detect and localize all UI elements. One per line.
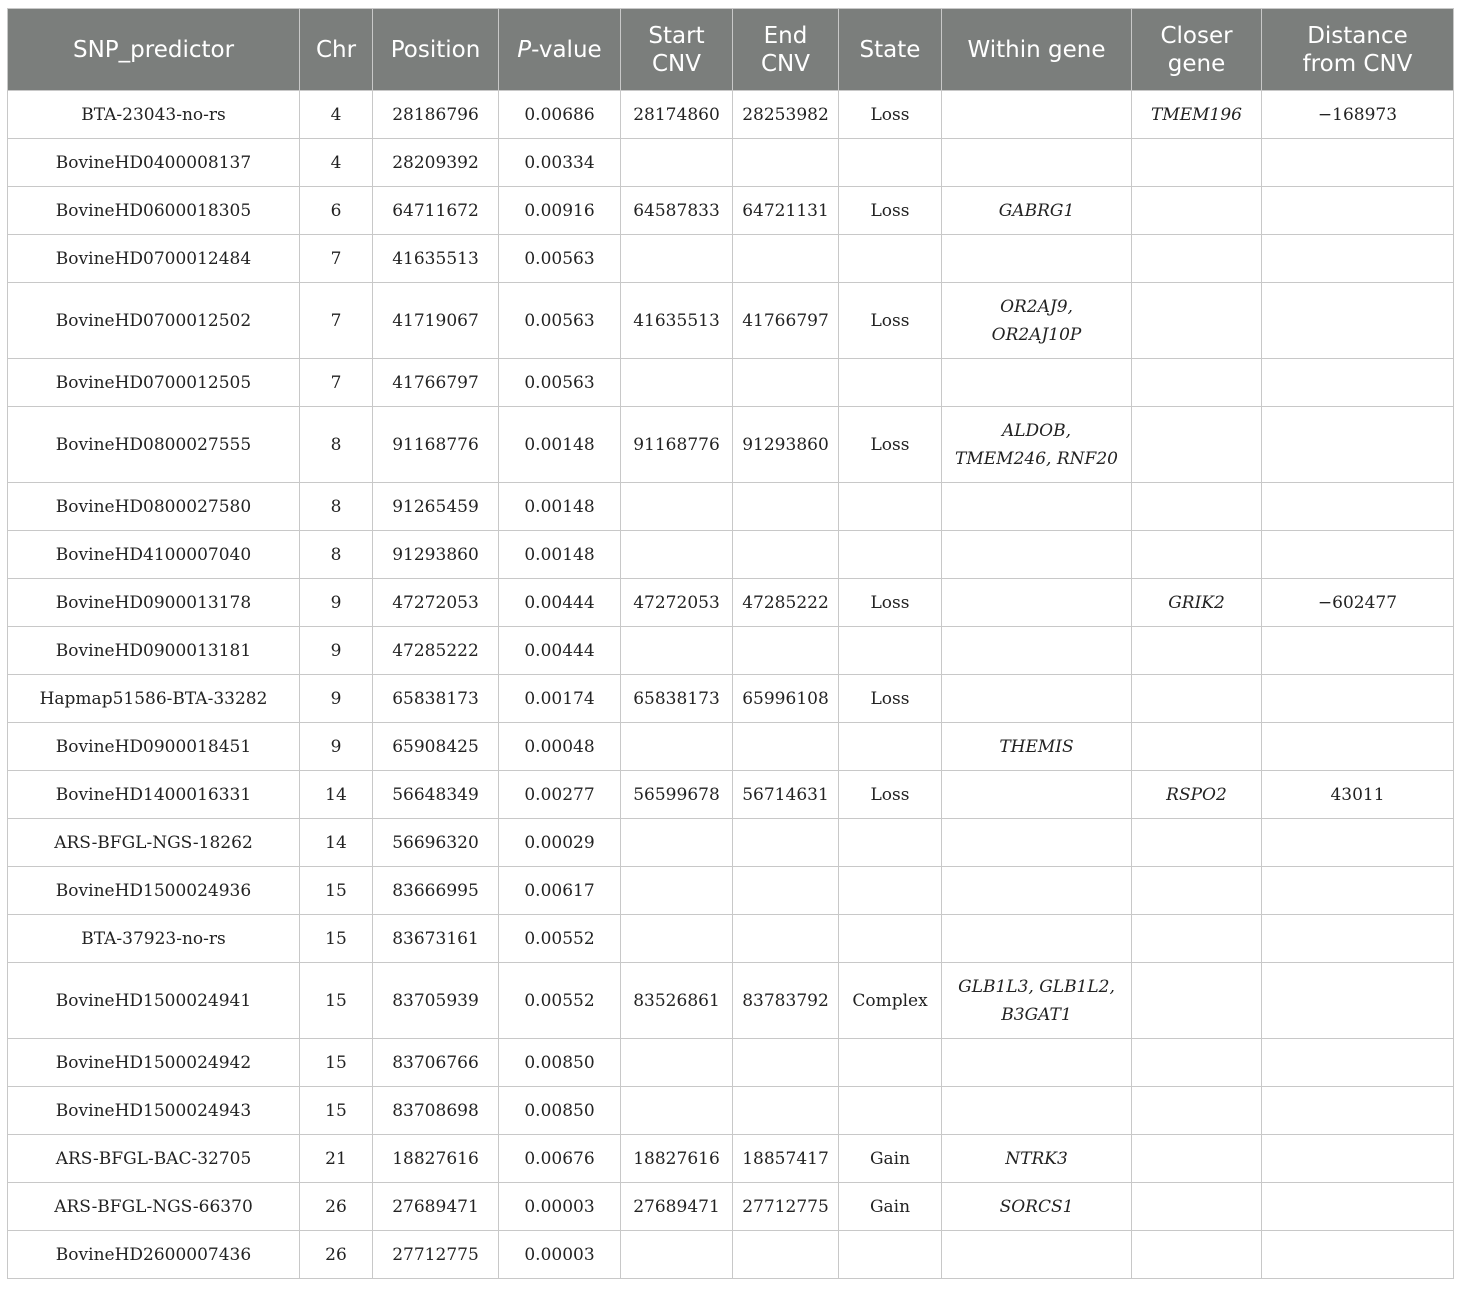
p-value-cell: 0.00552 xyxy=(499,963,621,1039)
chr-cell: 26 xyxy=(300,1183,373,1231)
within-gene-line: NTRK3 xyxy=(1005,1148,1068,1169)
chr-cell: 4 xyxy=(300,91,373,139)
within-gene-cell xyxy=(942,1231,1132,1279)
p-value-cell: 0.00048 xyxy=(499,723,621,771)
distance-cell xyxy=(1262,723,1454,771)
within-gene-line: OR2AJ10P xyxy=(991,324,1082,345)
start-cnv-cell xyxy=(621,723,733,771)
within-gene-cell xyxy=(942,1183,1132,1231)
header-start-cnv: Start CNV xyxy=(621,9,733,91)
start-cnv-cell: 65838173 xyxy=(621,675,733,723)
closer-gene-cell xyxy=(1132,359,1262,407)
p-value-cell: 0.00444 xyxy=(499,579,621,627)
start-cnv-cell xyxy=(621,483,733,531)
end-cnv-cell: 41766797 xyxy=(733,283,839,359)
distance-cell xyxy=(1262,235,1454,283)
snp-cell: BovineHD0700012505 xyxy=(8,359,300,407)
p-value-cell: 0.00148 xyxy=(499,407,621,483)
snp-cell: BovineHD1500024936 xyxy=(8,867,300,915)
position-cell: 41766797 xyxy=(373,359,499,407)
header-p-value xyxy=(499,9,621,91)
distance-cell xyxy=(1262,483,1454,531)
table-row xyxy=(8,359,1454,407)
closer-gene-cell xyxy=(1132,963,1262,1039)
position-cell: 27689471 xyxy=(373,1183,499,1231)
state-cell xyxy=(839,359,942,407)
within-gene-cell xyxy=(942,235,1132,283)
snp-cell: BovineHD0900018451 xyxy=(8,723,300,771)
snp-cell: BovineHD2600007436 xyxy=(8,1231,300,1279)
header-end-cnv: End CNV xyxy=(733,9,839,91)
end-cnv-cell: 28253982 xyxy=(733,91,839,139)
header-p-italic: P xyxy=(517,36,532,63)
table-row xyxy=(8,1231,1454,1279)
closer-gene-cell: TMEM196 xyxy=(1132,91,1262,139)
table-row xyxy=(8,1135,1454,1183)
state-cell xyxy=(839,235,942,283)
p-value-cell: 0.00563 xyxy=(499,283,621,359)
position-cell: 83673161 xyxy=(373,915,499,963)
within-gene-cell xyxy=(942,819,1132,867)
end-cnv-cell xyxy=(733,723,839,771)
closer-gene-cell xyxy=(1132,627,1262,675)
end-cnv-cell xyxy=(733,867,839,915)
p-value-cell: 0.00563 xyxy=(499,235,621,283)
state-cell xyxy=(839,1231,942,1279)
closer-gene-cell xyxy=(1132,1183,1262,1231)
table-row xyxy=(8,531,1454,579)
start-cnv-cell xyxy=(621,915,733,963)
position-cell: 91265459 xyxy=(373,483,499,531)
end-cnv-cell: 83783792 xyxy=(733,963,839,1039)
end-cnv-cell xyxy=(733,1039,839,1087)
p-value-cell: 0.00676 xyxy=(499,1135,621,1183)
end-cnv-cell xyxy=(733,139,839,187)
end-cnv-cell: 47285222 xyxy=(733,579,839,627)
snp-cell: BovineHD1500024942 xyxy=(8,1039,300,1087)
closer-gene-cell xyxy=(1132,915,1262,963)
distance-cell xyxy=(1262,675,1454,723)
start-cnv-cell: 27689471 xyxy=(621,1183,733,1231)
start-cnv-cell: 83526861 xyxy=(621,963,733,1039)
within-gene-cell xyxy=(942,915,1132,963)
snp-cell: BovineHD0800027555 xyxy=(8,407,300,483)
snp-cell: BovineHD0700012484 xyxy=(8,235,300,283)
table-row xyxy=(8,675,1454,723)
chr-cell: 15 xyxy=(300,915,373,963)
distance-cell xyxy=(1262,283,1454,359)
table-body xyxy=(8,91,1454,1279)
state-cell xyxy=(839,1039,942,1087)
header-position: Position xyxy=(373,9,499,91)
position-cell: 83708698 xyxy=(373,1087,499,1135)
within-gene-line: B3GAT1 xyxy=(1001,1004,1072,1025)
start-cnv-cell xyxy=(621,627,733,675)
distance-cell xyxy=(1262,867,1454,915)
table-row xyxy=(8,915,1454,963)
end-cnv-cell xyxy=(733,1087,839,1135)
position-cell: 41635513 xyxy=(373,235,499,283)
within-gene-cell xyxy=(942,407,1132,483)
table-row xyxy=(8,91,1454,139)
within-gene-line: TMEM246, RNF20 xyxy=(955,448,1118,469)
snp-cell: ARS-BFGL-BAC-32705 xyxy=(8,1135,300,1183)
header-chr: Chr xyxy=(300,9,373,91)
p-value-cell: 0.00916 xyxy=(499,187,621,235)
within-gene-cell xyxy=(942,283,1132,359)
state-cell: Loss xyxy=(839,283,942,359)
start-cnv-cell xyxy=(621,139,733,187)
state-cell xyxy=(839,483,942,531)
distance-cell: 43011 xyxy=(1262,771,1454,819)
within-gene-cell xyxy=(942,91,1132,139)
distance-cell xyxy=(1262,1231,1454,1279)
end-cnv-cell xyxy=(733,915,839,963)
closer-gene-cell xyxy=(1132,867,1262,915)
closer-gene-cell xyxy=(1132,675,1262,723)
start-cnv-cell xyxy=(621,359,733,407)
within-gene-cell xyxy=(942,187,1132,235)
snp-cell: BovineHD0900013181 xyxy=(8,627,300,675)
chr-cell: 9 xyxy=(300,627,373,675)
end-cnv-cell: 56714631 xyxy=(733,771,839,819)
p-value-cell: 0.00850 xyxy=(499,1087,621,1135)
distance-cell xyxy=(1262,531,1454,579)
p-value-cell: 0.00003 xyxy=(499,1183,621,1231)
end-cnv-cell xyxy=(733,235,839,283)
within-gene-line: OR2AJ9, xyxy=(1000,296,1073,317)
p-value-cell: 0.00552 xyxy=(499,915,621,963)
position-cell: 56696320 xyxy=(373,819,499,867)
start-cnv-cell: 18827616 xyxy=(621,1135,733,1183)
closer-gene-cell xyxy=(1132,819,1262,867)
p-value-cell: 0.00029 xyxy=(499,819,621,867)
chr-cell: 9 xyxy=(300,723,373,771)
chr-cell: 21 xyxy=(300,1135,373,1183)
distance-cell xyxy=(1262,963,1454,1039)
within-gene-cell xyxy=(942,1135,1132,1183)
position-cell: 65908425 xyxy=(373,723,499,771)
distance-cell xyxy=(1262,1039,1454,1087)
position-cell: 64711672 xyxy=(373,187,499,235)
within-gene-cell xyxy=(942,579,1132,627)
position-cell: 56648349 xyxy=(373,771,499,819)
table-row xyxy=(8,579,1454,627)
within-gene-line: ALDOB, xyxy=(1001,420,1072,441)
position-cell: 18827616 xyxy=(373,1135,499,1183)
chr-cell: 7 xyxy=(300,235,373,283)
closer-gene-cell xyxy=(1132,723,1262,771)
position-cell: 91168776 xyxy=(373,407,499,483)
p-value-cell: 0.00148 xyxy=(499,531,621,579)
p-value-cell: 0.00148 xyxy=(499,483,621,531)
start-cnv-cell: 28174860 xyxy=(621,91,733,139)
closer-gene-cell xyxy=(1132,1135,1262,1183)
state-cell: Loss xyxy=(839,91,942,139)
distance-cell xyxy=(1262,1135,1454,1183)
p-value-cell: 0.00686 xyxy=(499,91,621,139)
chr-cell: 9 xyxy=(300,579,373,627)
position-cell: 91293860 xyxy=(373,531,499,579)
end-cnv-cell: 27712775 xyxy=(733,1183,839,1231)
end-cnv-cell: 65996108 xyxy=(733,675,839,723)
table-row xyxy=(8,723,1454,771)
closer-gene-cell xyxy=(1132,1087,1262,1135)
end-cnv-cell xyxy=(733,1231,839,1279)
within-gene-cell xyxy=(942,963,1132,1039)
p-value-cell: 0.00174 xyxy=(499,675,621,723)
chr-cell: 14 xyxy=(300,819,373,867)
state-cell: Loss xyxy=(839,579,942,627)
snp-cell: BovineHD0600018305 xyxy=(8,187,300,235)
start-cnv-cell xyxy=(621,867,733,915)
start-cnv-cell: 47272053 xyxy=(621,579,733,627)
snp-cell: BovineHD4100007040 xyxy=(8,531,300,579)
start-cnv-cell xyxy=(621,819,733,867)
distance-cell xyxy=(1262,139,1454,187)
header-snp-predictor: SNP_predictor xyxy=(8,9,300,91)
distance-cell xyxy=(1262,1183,1454,1231)
header-p-rest: -value xyxy=(531,36,602,63)
within-gene-cell xyxy=(942,483,1132,531)
within-gene-cell xyxy=(942,771,1132,819)
distance-cell: −168973 xyxy=(1262,91,1454,139)
header-row xyxy=(8,9,1454,91)
start-cnv-cell xyxy=(621,1231,733,1279)
snp-cell: BovineHD0900013178 xyxy=(8,579,300,627)
chr-cell: 4 xyxy=(300,139,373,187)
state-cell: Complex xyxy=(839,963,942,1039)
closer-gene-cell xyxy=(1132,139,1262,187)
snp-cnv-table xyxy=(7,8,1454,1279)
snp-cell: BovineHD1500024943 xyxy=(8,1087,300,1135)
snp-cell: Hapmap51586-BTA-33282 xyxy=(8,675,300,723)
within-gene-cell xyxy=(942,531,1132,579)
p-value-cell: 0.00003 xyxy=(499,1231,621,1279)
snp-cell: ARS-BFGL-NGS-66370 xyxy=(8,1183,300,1231)
table-row xyxy=(8,963,1454,1039)
distance-cell xyxy=(1262,187,1454,235)
chr-cell: 26 xyxy=(300,1231,373,1279)
state-cell: Gain xyxy=(839,1135,942,1183)
position-cell: 83666995 xyxy=(373,867,499,915)
end-cnv-cell xyxy=(733,483,839,531)
snp-cell: BovineHD1400016331 xyxy=(8,771,300,819)
distance-cell: −602477 xyxy=(1262,579,1454,627)
within-gene-line: GABRG1 xyxy=(998,200,1075,221)
within-gene-line: SORCS1 xyxy=(999,1196,1074,1217)
end-cnv-cell xyxy=(733,531,839,579)
closer-gene-cell xyxy=(1132,1039,1262,1087)
distance-cell xyxy=(1262,819,1454,867)
position-cell: 47272053 xyxy=(373,579,499,627)
start-cnv-cell xyxy=(621,531,733,579)
snp-cell: BTA-37923-no-rs xyxy=(8,915,300,963)
closer-gene-cell xyxy=(1132,407,1262,483)
table-row xyxy=(8,1183,1454,1231)
table-row xyxy=(8,407,1454,483)
position-cell: 28209392 xyxy=(373,139,499,187)
state-cell xyxy=(839,723,942,771)
position-cell: 65838173 xyxy=(373,675,499,723)
distance-cell xyxy=(1262,627,1454,675)
position-cell: 47285222 xyxy=(373,627,499,675)
within-gene-line: THEMIS xyxy=(999,736,1074,757)
p-value-cell: 0.00277 xyxy=(499,771,621,819)
within-gene-cell xyxy=(942,627,1132,675)
closer-gene-cell xyxy=(1132,187,1262,235)
state-cell: Loss xyxy=(839,187,942,235)
within-gene-line: GLB1L3, GLB1L2, xyxy=(958,976,1115,997)
state-cell xyxy=(839,819,942,867)
table-row xyxy=(8,819,1454,867)
within-gene-cell xyxy=(942,675,1132,723)
table-row xyxy=(8,235,1454,283)
closer-gene-cell xyxy=(1132,283,1262,359)
chr-cell: 14 xyxy=(300,771,373,819)
chr-cell: 15 xyxy=(300,1039,373,1087)
position-cell: 83706766 xyxy=(373,1039,499,1087)
start-cnv-cell xyxy=(621,1039,733,1087)
start-cnv-cell: 64587833 xyxy=(621,187,733,235)
p-value-cell: 0.00563 xyxy=(499,359,621,407)
table-row xyxy=(8,187,1454,235)
within-gene-cell xyxy=(942,139,1132,187)
start-cnv-cell: 41635513 xyxy=(621,283,733,359)
chr-cell: 15 xyxy=(300,1087,373,1135)
position-cell: 28186796 xyxy=(373,91,499,139)
state-cell xyxy=(839,867,942,915)
chr-cell: 15 xyxy=(300,963,373,1039)
end-cnv-cell: 91293860 xyxy=(733,407,839,483)
start-cnv-cell: 91168776 xyxy=(621,407,733,483)
closer-gene-cell: RSPO2 xyxy=(1132,771,1262,819)
chr-cell: 8 xyxy=(300,531,373,579)
p-value-cell: 0.00334 xyxy=(499,139,621,187)
p-value-cell: 0.00444 xyxy=(499,627,621,675)
end-cnv-cell: 64721131 xyxy=(733,187,839,235)
snp-cell: BovineHD0700012502 xyxy=(8,283,300,359)
end-cnv-cell: 18857417 xyxy=(733,1135,839,1183)
position-cell: 27712775 xyxy=(373,1231,499,1279)
closer-gene-cell xyxy=(1132,531,1262,579)
table-row xyxy=(8,771,1454,819)
state-cell xyxy=(839,915,942,963)
state-cell: Loss xyxy=(839,771,942,819)
end-cnv-cell xyxy=(733,359,839,407)
table-row xyxy=(8,139,1454,187)
closer-gene-cell: GRIK2 xyxy=(1132,579,1262,627)
closer-gene-cell xyxy=(1132,1231,1262,1279)
p-value-cell: 0.00617 xyxy=(499,867,621,915)
snp-cell: BovineHD0800027580 xyxy=(8,483,300,531)
state-cell: Gain xyxy=(839,1183,942,1231)
closer-gene-cell xyxy=(1132,483,1262,531)
closer-gene-cell xyxy=(1132,235,1262,283)
chr-cell: 8 xyxy=(300,483,373,531)
header-closer-gene: Closer gene xyxy=(1132,9,1262,91)
state-cell xyxy=(839,139,942,187)
end-cnv-cell xyxy=(733,819,839,867)
chr-cell: 7 xyxy=(300,283,373,359)
within-gene-cell xyxy=(942,359,1132,407)
header-state: State xyxy=(839,9,942,91)
table-row xyxy=(8,283,1454,359)
distance-cell xyxy=(1262,407,1454,483)
chr-cell: 6 xyxy=(300,187,373,235)
p-value-cell: 0.00850 xyxy=(499,1039,621,1087)
position-cell: 41719067 xyxy=(373,283,499,359)
header-distance-from-cnv: Distance from CNV xyxy=(1262,9,1454,91)
state-cell xyxy=(839,1087,942,1135)
state-cell xyxy=(839,627,942,675)
snp-cell: BTA-23043-no-rs xyxy=(8,91,300,139)
chr-cell: 9 xyxy=(300,675,373,723)
distance-cell xyxy=(1262,359,1454,407)
start-cnv-cell xyxy=(621,1087,733,1135)
header-within-gene: Within gene xyxy=(942,9,1132,91)
distance-cell xyxy=(1262,915,1454,963)
state-cell xyxy=(839,531,942,579)
within-gene-cell xyxy=(942,1087,1132,1135)
table-row xyxy=(8,483,1454,531)
state-cell: Loss xyxy=(839,407,942,483)
snp-cell: BovineHD1500024941 xyxy=(8,963,300,1039)
within-gene-cell xyxy=(942,867,1132,915)
table-row xyxy=(8,1039,1454,1087)
position-cell: 83705939 xyxy=(373,963,499,1039)
chr-cell: 8 xyxy=(300,407,373,483)
snp-cell: BovineHD0400008137 xyxy=(8,139,300,187)
table-row xyxy=(8,627,1454,675)
state-cell: Loss xyxy=(839,675,942,723)
chr-cell: 7 xyxy=(300,359,373,407)
table-row xyxy=(8,1087,1454,1135)
start-cnv-cell xyxy=(621,235,733,283)
snp-cell: ARS-BFGL-NGS-18262 xyxy=(8,819,300,867)
within-gene-cell xyxy=(942,723,1132,771)
end-cnv-cell xyxy=(733,627,839,675)
distance-cell xyxy=(1262,1087,1454,1135)
within-gene-cell xyxy=(942,1039,1132,1087)
table-row xyxy=(8,867,1454,915)
chr-cell: 15 xyxy=(300,867,373,915)
start-cnv-cell: 56599678 xyxy=(621,771,733,819)
